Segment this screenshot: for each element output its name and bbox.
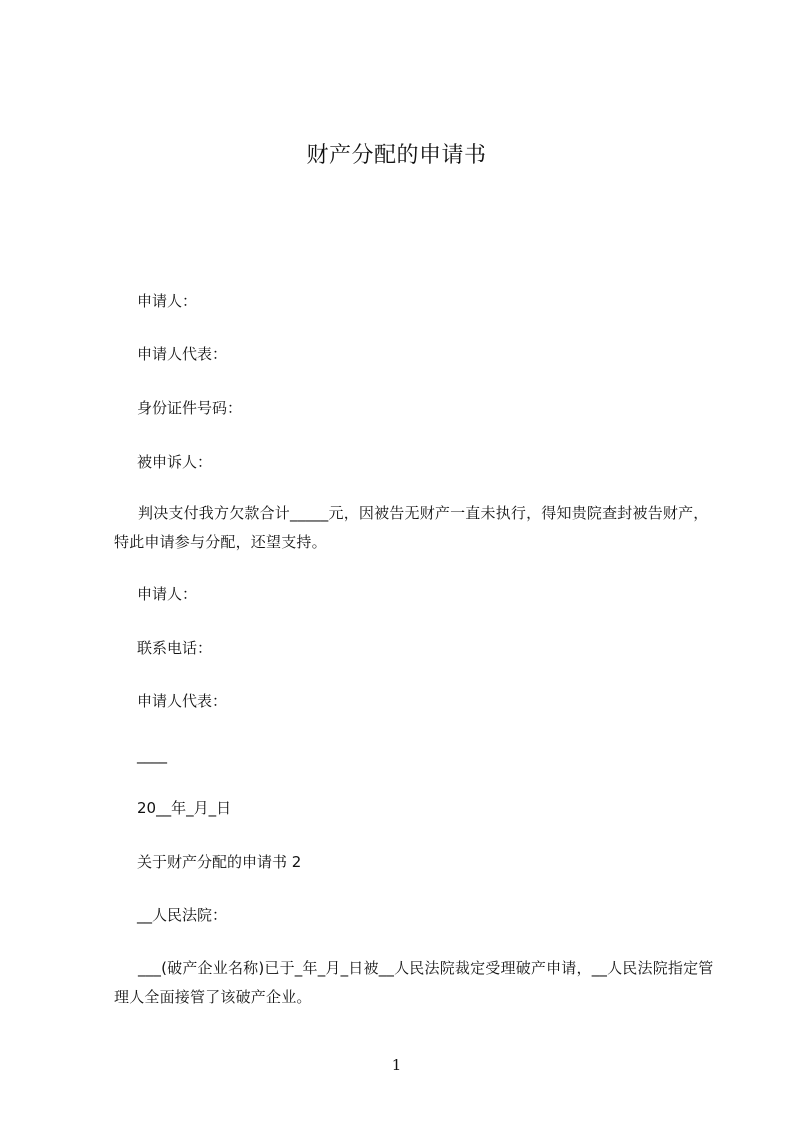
respondent-label: 被申诉人： xyxy=(137,453,213,471)
applicant-label-2: 申请人： xyxy=(137,585,198,603)
applicant-representative-label-2: 申请人代表： xyxy=(137,692,228,710)
bankruptcy-paragraph: ___(破产企业名称)已于_年_月_日被__人民法院裁定受理破产申请，__人民法院指定管理人全面接管了该破产企业。 xyxy=(114,959,714,1006)
document-title: 财产分配的申请书 xyxy=(306,143,487,168)
applicant-representative-label: 申请人代表： xyxy=(137,345,228,363)
signature-line: ____ xyxy=(137,746,167,764)
section-2-title: 关于财产分配的申请书 2 xyxy=(137,853,302,871)
court-address-line: __人民法院： xyxy=(137,906,228,924)
request-paragraph: 判决支付我方欠款合计_____元，因被告无财产一直未执行，得知贵院查封被告财产，特此申请参与分配，还望支持。 xyxy=(114,504,709,551)
page-number: 1 xyxy=(391,1056,402,1074)
applicant-label: 申请人： xyxy=(137,292,198,310)
id-number-label: 身份证件号码： xyxy=(137,399,243,417)
phone-label: 联系电话： xyxy=(137,639,213,657)
date-line: 20__年_月_日 xyxy=(137,799,232,817)
